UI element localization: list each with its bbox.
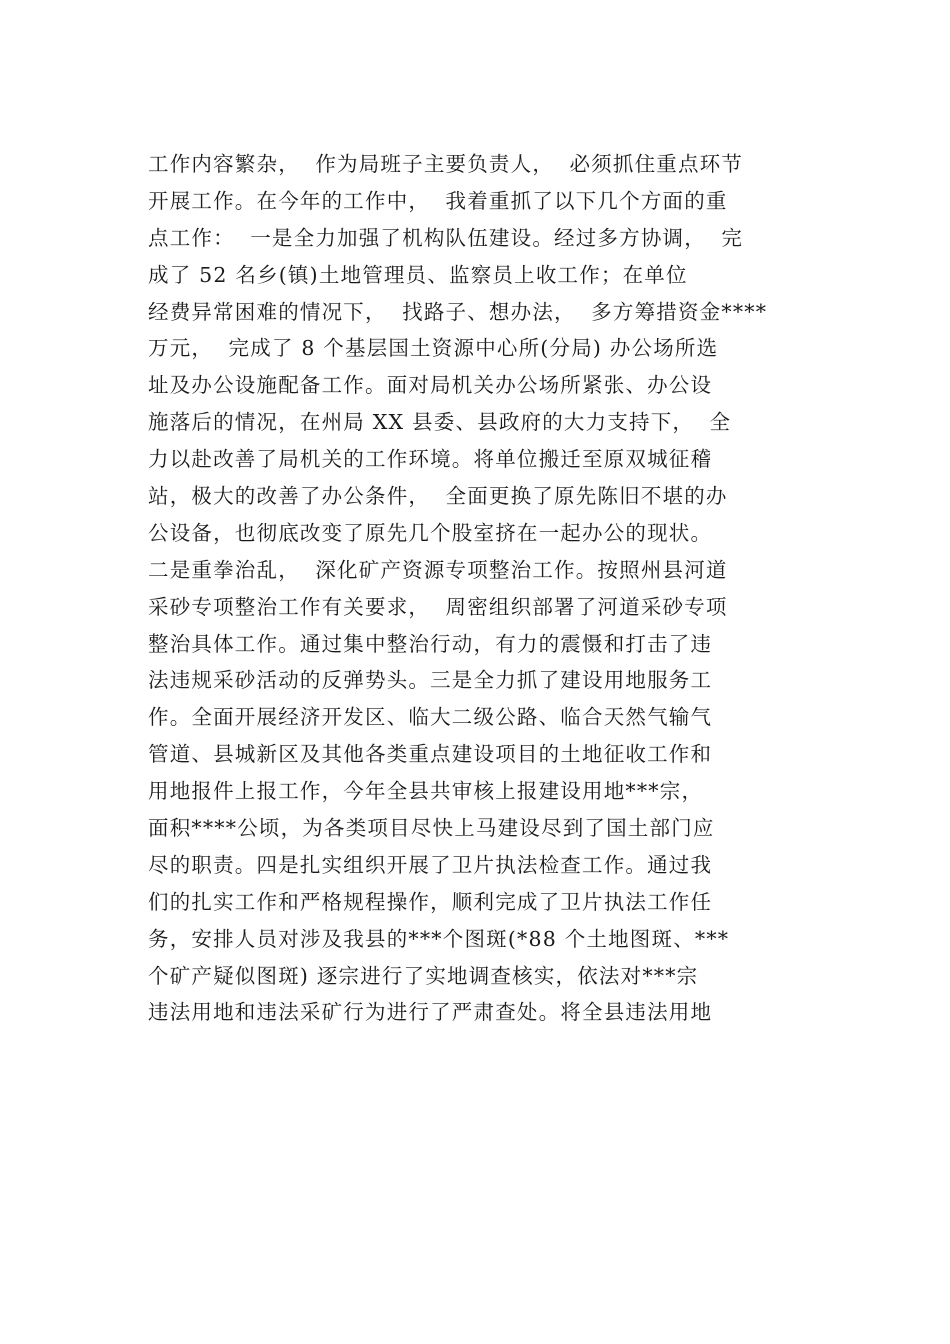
text-line: 施落后的情况，在州局 XX 县委、县政府的大力支持下， 全 [148,410,732,435]
body-text [148,146,820,1031]
text-line: 开展工作。在今年的工作中， 我着重抓了以下几个方面的重 [148,188,728,213]
text-line: 万元， 完成了 8 个基层国土资源中心所(分局) 办公场所选 [148,336,719,361]
text-line: 面积****公顷，为各类项目尽快上马建设尽到了国土部门应 [148,816,715,841]
text-line: 工作内容繁杂， 作为局班子主要负责人， 必须抓住重点环节 [148,152,744,176]
text-line: 作。全面开展经济开发区、临大二级公路、临合天然气输气 [148,705,713,730]
text-line: 个矿产疑似图斑) 逐宗进行了实地调查核实，依法对***宗 [148,963,699,988]
text-line: 违法用地和违法采矿行为进行了严肃查处。将全县违法用地 [148,1000,713,1025]
text-line: 经费异常困难的情况下， 找路子、想办法， 多方筹措资金**** [148,299,768,324]
text-line: 址及办公设施配备工作。面对局机关办公场所紧张、办公设 [148,373,713,398]
text-line: 尽的职责。四是扎实组织开展了卫片执法检查工作。通过我 [148,852,713,877]
text-line: 务，安排人员对涉及我县的***个图斑(*88 个土地图斑、*** [148,926,730,951]
text-line: 采砂专项整治工作有关要求， 周密组织部署了河道采砂专项 [148,594,728,619]
text-line: 公设备，也彻底改变了原先几个股室挤在一起办公的现状。 [148,520,713,545]
text-line: 二是重拳治乱， 深化矿产资源专项整治工作。按照州县河道 [148,557,728,582]
text-line: 成了 52 名乡(镇)土地管理员、监察员上收工作；在单位 [148,262,688,287]
text-line: 力以赴改善了局机关的工作环境。将单位搬迁至原双城征稽 [148,447,713,472]
text-line: 整治具体工作。通过集中整治行动，有力的震慑和打击了违 [148,631,713,656]
text-line: 点工作： 一是全力加强了机构队伍建设。经过多方协调， 完 [148,225,744,250]
text-line: 管道、县城新区及其他各类重点建设项目的土地征收工作和 [148,742,713,767]
text-line: 法违规采砂活动的反弹势头。三是全力抓了建设用地服务工 [148,668,713,693]
text-line: 们的扎实工作和严格规程操作，顺利完成了卫片执法工作任 [148,889,713,914]
text-line: 用地报件上报工作，今年全县共审核上报建设用地***宗， [148,779,704,804]
text-line: 站，极大的改善了办公条件， 全面更换了原先陈旧不堪的办 [148,484,728,509]
